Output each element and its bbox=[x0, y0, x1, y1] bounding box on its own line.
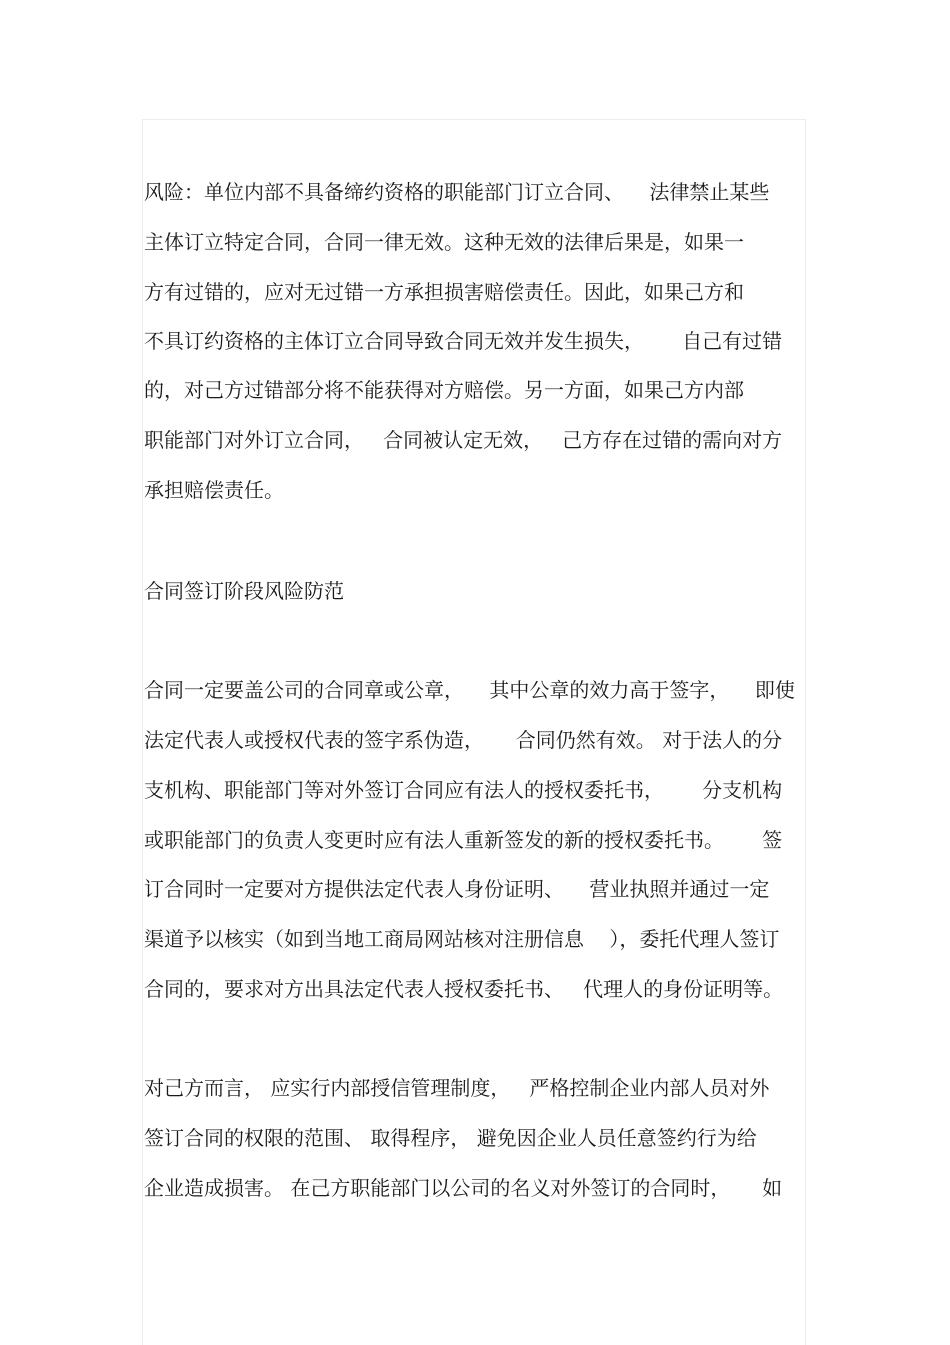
section-heading: 合同签订阶段风险防范 bbox=[144, 579, 344, 603]
paragraph-signing-line: 支机构、职能部门等对外签订合同应有法人的授权委托书， 分支机构 bbox=[144, 778, 783, 802]
paragraph-signing-line: 法定代表人或授权代表的签字系伪造， 合同仍然有效。 对于法人的分 bbox=[144, 728, 783, 752]
paragraph-risk-line: 主体订立特定合同，合同一律无效。这种无效的法律后果是，如果一 bbox=[144, 230, 744, 254]
paragraph-signing-line: 订合同时一定要对方提供法定代表人身份证明、 营业执照并通过一定 bbox=[144, 877, 770, 901]
paragraph-risk-line: 的，对己方过错部分将不能获得对方赔偿。另一方面，如果己方内部 bbox=[144, 378, 744, 402]
paragraph-signing-line: 合同的，要求对方出具法定代表人授权委托书、 代理人的身份证明等。 bbox=[144, 977, 784, 1001]
paragraph-internal-line: 签订合同的权限的范围、 取得程序， 避免因企业人员任意签约行为给 bbox=[144, 1126, 757, 1150]
paragraph-signing-line: 合同一定要盖公司的合同章或公章， 其中公章的效力高于签字， 即使 bbox=[144, 678, 795, 702]
paragraph-risk-line: 方有过错的，应对无过错一方承担损害赔偿责任。因此，如果己方和 bbox=[144, 280, 744, 304]
paragraph-internal-line: 企业造成损害。 在己方职能部门以公司的名义对外签订的合同时， 如 bbox=[144, 1176, 783, 1200]
paragraph-risk-line: 承担赔偿责任。 bbox=[144, 478, 284, 502]
paragraph-signing-line: 或职能部门的负责人变更时应有法人重新签发的新的授权委托书。 签 bbox=[144, 828, 783, 852]
paragraph-risk-line: 风险：单位内部不具备缔约资格的职能部门订立合同、 法律禁止某些 bbox=[144, 180, 770, 204]
paragraph-risk-line: 不具订约资格的主体订立合同导致合同无效并发生损失， 自己有过错 bbox=[144, 329, 783, 353]
paragraph-signing-line: 渠道予以核实（如到当地工商局网站核对注册信息 ），委托代理人签订 bbox=[144, 927, 780, 951]
paragraph-risk-line: 职能部门对外订立合同， 合同被认定无效， 己方存在过错的需向对方 bbox=[144, 428, 783, 452]
paragraph-internal-line: 对己方而言， 应实行内部授信管理制度， 严格控制企业内部人员对外 bbox=[144, 1076, 770, 1100]
